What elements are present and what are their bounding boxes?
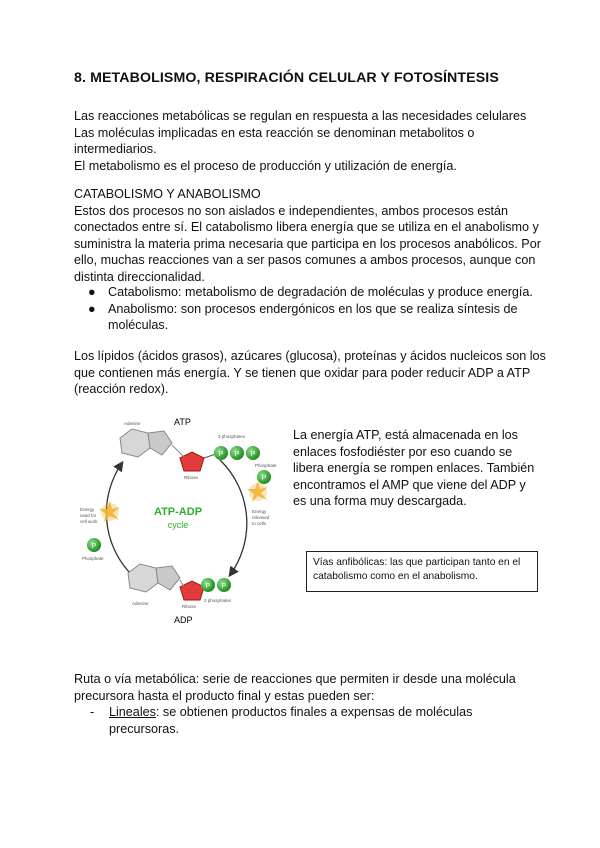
section-title: 8. METABOLISMO, RESPIRACIÓN CELULAR Y FOTOSÍNTESIS <box>74 70 499 86</box>
svg-text:P: P <box>261 475 267 482</box>
text-line: Las moléculas implicadas en esta reacción se denominan metabolitos o <box>74 125 475 140</box>
catabolismo-section <box>74 186 541 285</box>
phosphate-label: Phosphate <box>255 463 277 468</box>
cycle-subtitle: cycle <box>167 520 189 530</box>
svg-text:P: P <box>91 543 97 550</box>
text-line: conectados entre sí. El catabolismo libera energía que se utiliza en el anabolismo y <box>74 220 539 234</box>
energy-in-label: used for <box>80 513 97 518</box>
list-item: ● Anabolismo: son procesos endergónicos en los que se realiza síntesis de moléculas. <box>88 301 518 332</box>
text-line: La energía ATP, está almacenada en los <box>293 428 518 442</box>
atp-explanation <box>293 427 533 510</box>
energy-burst-icon <box>247 481 268 502</box>
phosphates-label: 3 phosphates <box>218 434 246 439</box>
text-line: libera energía se rompen enlaces. También <box>293 461 535 475</box>
svg-text:P: P <box>221 583 227 590</box>
text-line: distinta direccionalidad. <box>74 269 205 284</box>
text-line: que contienen más energía. Y se tienen que oxidar para poder reducir ADP a ATP <box>74 365 531 380</box>
lineales-definition: : se obtienen productos finales a expensas de moléculas <box>155 705 473 719</box>
ruta-paragraph <box>74 671 534 704</box>
text-line: suministra la materia prima necesaria que participa en los procesos anabólicos. Por <box>74 236 541 251</box>
adp-molecule <box>128 564 231 600</box>
text-line: Los lípidos (ácidos grasos), azúcares (glucosa), proteínas y ácidos nucleicos son los <box>74 349 546 363</box>
text-line: Las reacciones metabólicas se regulan en respuesta a las necesidades celulares <box>74 109 527 123</box>
text-line: intermediarios. <box>74 142 157 156</box>
text-line: Vías anfibólicas: las que participan tanto en el <box>313 557 521 568</box>
phosphates-label: 2 phosphates <box>204 598 232 603</box>
text-line: Estos dos procesos no son aislados e independientes, ambos procesos están <box>74 203 509 218</box>
atp-adp-cycle-diagram <box>70 405 285 630</box>
dash-bullet: - <box>90 705 95 719</box>
text-line: El metabolismo es el proceso de producción y utilización de energía. <box>74 158 457 173</box>
text-line: es una forma muy descargada. <box>293 494 467 508</box>
svg-text:P: P <box>218 451 224 458</box>
bullet-dot-icon: ● <box>88 301 96 316</box>
svg-text:P: P <box>205 583 211 590</box>
text-line: (reacción redox). <box>74 382 169 396</box>
energy-burst-icon <box>99 501 120 522</box>
text-line: encontramos el AMP que viene del ADP y <box>293 477 526 492</box>
lineales-term: Lineales <box>109 705 156 719</box>
lipidos-paragraph <box>74 348 546 398</box>
svg-text:P: P <box>234 451 240 458</box>
energy-out-label: released <box>252 515 270 520</box>
subsection-heading: CATABOLISMO Y ANABOLISMO <box>74 187 261 201</box>
adenine-label: Adenine <box>132 601 149 606</box>
text-line: Ruta o vía metabólica: serie de reacciones que permiten ir desde una molécula <box>74 672 516 686</box>
energy-in-label: Energy <box>80 507 95 512</box>
bullet-list <box>74 284 548 334</box>
energy-in-label: cell work <box>80 519 98 524</box>
phosphate-label: Phosphate <box>82 556 104 561</box>
anfibolicas-note-box <box>306 551 538 592</box>
adp-label: ADP <box>174 615 193 625</box>
energy-out-label: Energy <box>252 509 267 514</box>
cycle-arrow-right <box>220 460 247 575</box>
text-line: precursora hasta el producto final y estas pueden ser: <box>74 688 375 703</box>
adenine-label: Adenine <box>124 421 141 426</box>
cycle-title: ATP-ADP <box>153 506 203 518</box>
text-line: catabolismo como en el anabolismo. <box>313 571 478 582</box>
bullet-dot-icon: ● <box>88 285 96 299</box>
ribose-label: Ribose <box>184 475 199 480</box>
text-line: ello, muchas reacciones van a ser pasos comunes a ambos procesos, aunque con <box>74 253 536 267</box>
intro-paragraph <box>74 108 534 174</box>
list-item-lineales <box>74 704 534 737</box>
energy-out-label: to cells <box>252 521 267 526</box>
text-line: precursoras. <box>109 721 179 736</box>
list-item: ● Catabolismo: metabolismo de degradación de moléculas y produce energía. <box>88 285 533 299</box>
atp-label: ATP <box>174 417 191 427</box>
ribose-label: Ribose <box>182 604 197 609</box>
text-line: enlaces fosfodiéster por eso cuando se <box>293 444 513 459</box>
svg-text:P: P <box>250 451 256 458</box>
